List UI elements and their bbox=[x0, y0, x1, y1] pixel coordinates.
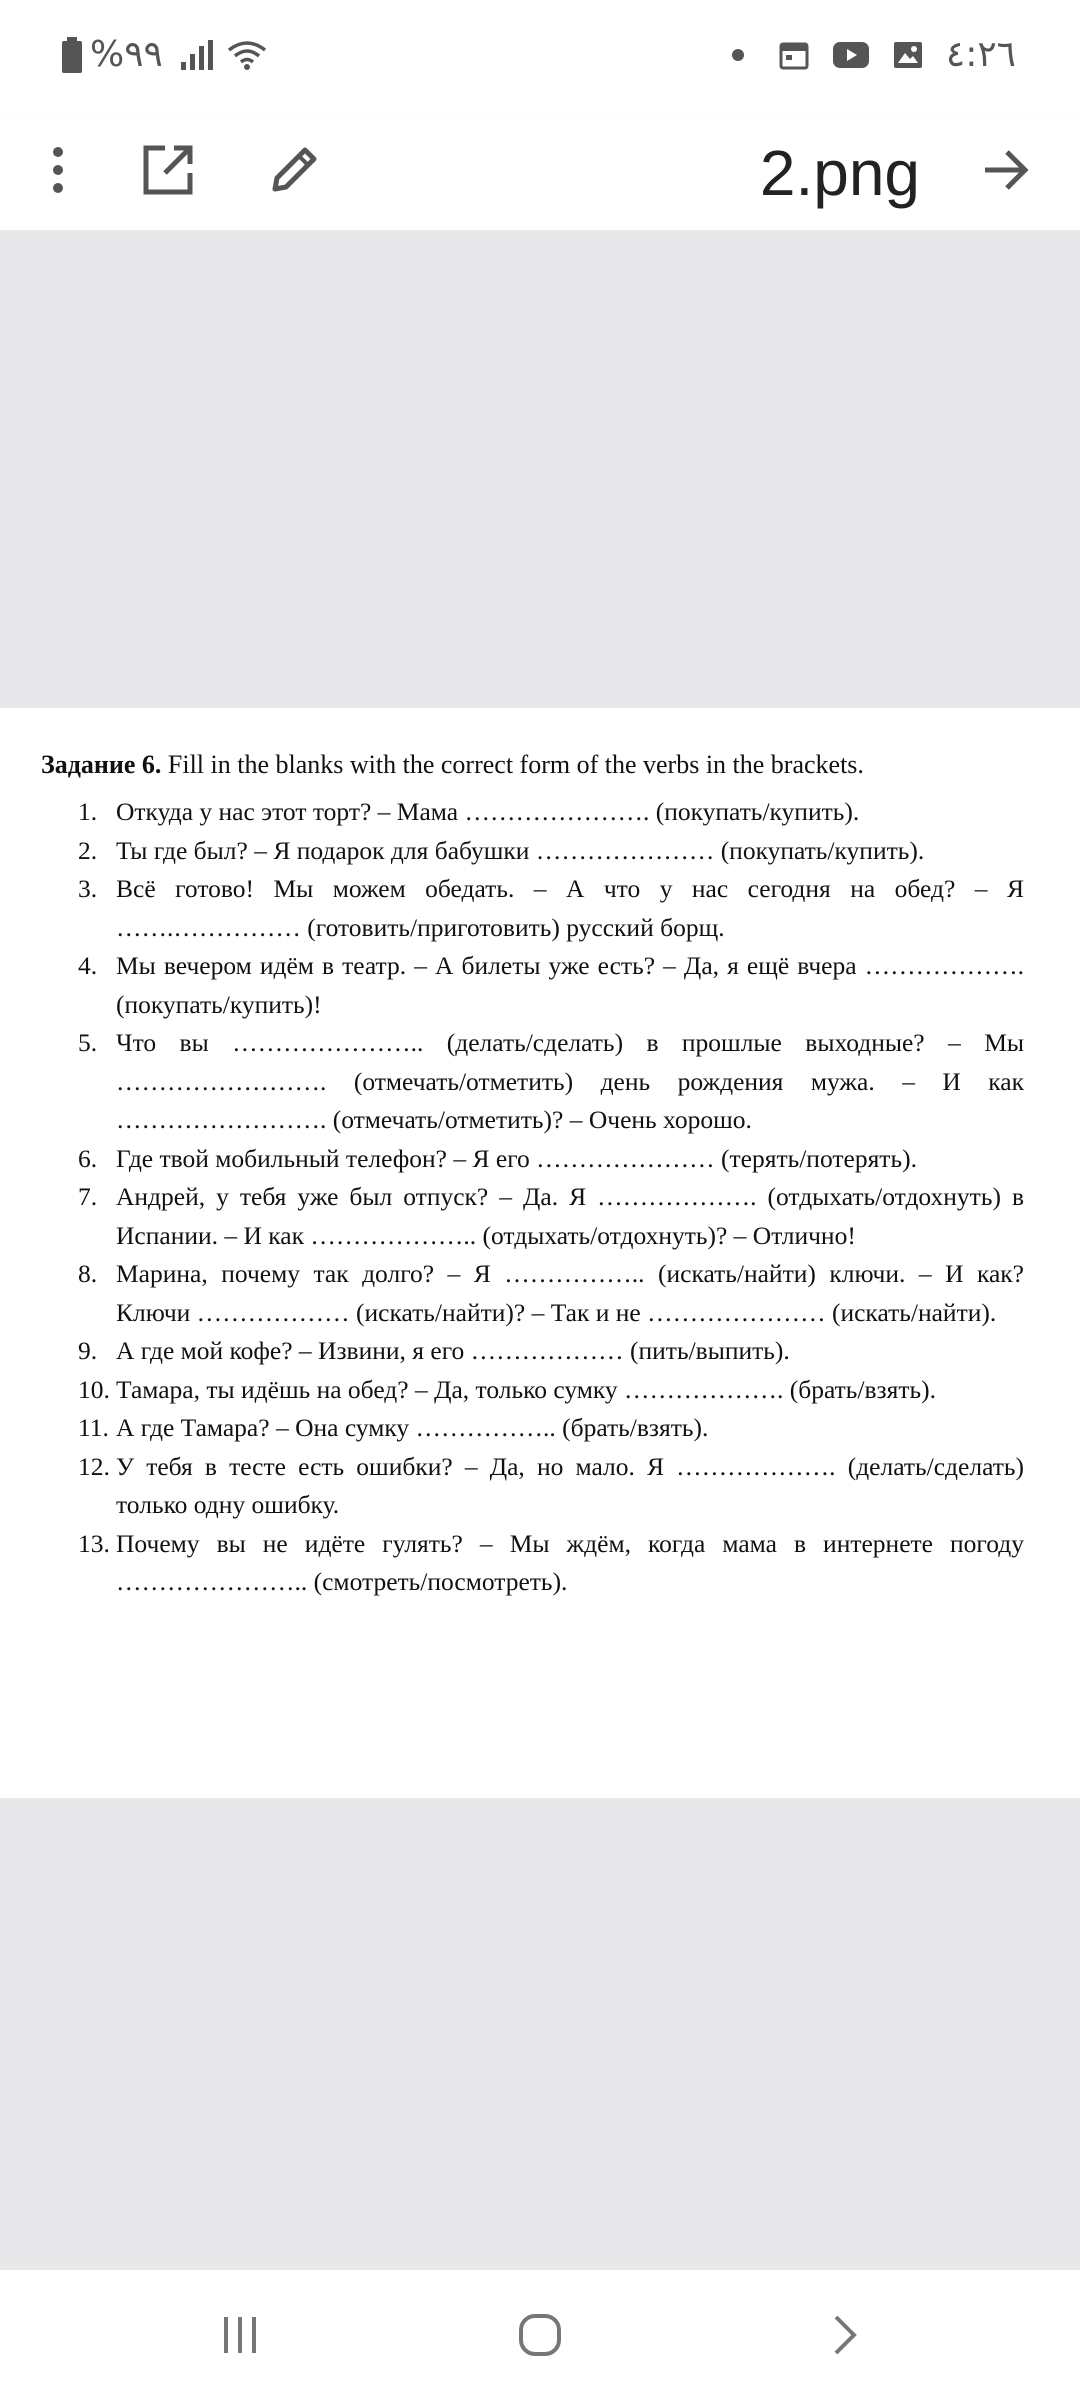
more-vert-icon[interactable] bbox=[18, 130, 98, 210]
exercise-text: А где Тамара? – Она сумку …………….. (брать/взять). bbox=[116, 1413, 709, 1442]
clock: ٤:٢٦ bbox=[945, 34, 1016, 75]
exercise-text: Где твой мобильный телефон? – Я его ………………… (терять/потерять). bbox=[116, 1143, 917, 1173]
file-title: 2.png bbox=[759, 137, 920, 209]
exercise-list bbox=[78, 793, 1024, 1602]
exercise-number: 6. bbox=[78, 1143, 98, 1173]
signal-icon bbox=[181, 40, 213, 70]
exercise-number: 13. bbox=[78, 1528, 110, 1558]
exercise-item bbox=[78, 947, 1024, 1024]
exercise-text: Откуда у нас этот торт? – Мама …………………. (покупать/купить). bbox=[116, 797, 860, 826]
task-heading-text: Fill in the blanks with the correct form of the verbs in the brackets. bbox=[161, 750, 864, 779]
app-bar bbox=[0, 116, 1080, 230]
exercise-item bbox=[78, 1178, 1024, 1255]
document-page bbox=[0, 708, 1080, 1798]
navigation-bar bbox=[0, 2270, 1080, 2400]
gallery-icon bbox=[892, 39, 924, 71]
exercise-number: 11. bbox=[78, 1413, 109, 1442]
exercise-item bbox=[78, 793, 1024, 832]
exercise-text: А где мой кофе? – Извини, я его ……………… (пить/выпить). bbox=[116, 1336, 790, 1365]
exercise-item bbox=[78, 832, 1024, 871]
youtube-icon bbox=[832, 40, 870, 70]
exercise-text: Тамара, ты идёшь на обед? – Да, только сумку ………………. (брать/взять). bbox=[116, 1374, 936, 1404]
exercise-text: Андрей, у тебя уже был отпуск? – Да. Я ………………. (отдыхать/отдохнуть) в Испании. – И как ……………….. (отдыхать/отдохнуть)? – Отлично! bbox=[116, 1182, 1024, 1250]
exercise-number: 5. bbox=[78, 1028, 98, 1057]
exercise-item bbox=[78, 1024, 1024, 1140]
exercise-item bbox=[78, 1448, 1024, 1525]
exercise-number: 3. bbox=[78, 874, 98, 903]
exercise-text: Почему вы не идёте гулять? – Мы ждём, когда мама в интернете погоду ………………….. (смотреть/посмотреть). bbox=[116, 1528, 1024, 1596]
exercise-item bbox=[78, 1525, 1024, 1602]
exercise-text: Всё готово! Мы можем обедать. – А что у нас сегодня на обед? – Я …….…………… (готовить/приготовить) русский борщ. bbox=[116, 874, 1024, 942]
exercise-item bbox=[78, 1140, 1024, 1179]
edit-icon[interactable] bbox=[254, 130, 334, 210]
wifi-icon bbox=[227, 39, 267, 71]
exercise-item bbox=[78, 1371, 1024, 1410]
exercise-number: 1. bbox=[78, 797, 98, 826]
battery-icon bbox=[62, 37, 82, 73]
task-heading bbox=[41, 750, 864, 780]
battery-percent: %٩٩ bbox=[90, 34, 163, 75]
task-heading-bold: Задание 6. bbox=[41, 750, 162, 779]
status-left bbox=[62, 34, 267, 75]
exercise-number: 8. bbox=[78, 1259, 98, 1288]
exercise-text: Мы вечером идём в театр. – А билеты уже есть? – Да, я ещё вчера ………………. (покупать/купить)! bbox=[116, 951, 1024, 1019]
exercise-item bbox=[78, 1409, 1024, 1448]
exercise-text: У тебя в тесте есть ошибки? – Да, но мало. Я ………………. (делать/сделать) только одну ошибку. bbox=[116, 1451, 1024, 1519]
exercise-number: 7. bbox=[78, 1182, 98, 1211]
open-external-icon[interactable] bbox=[128, 130, 208, 210]
exercise-number: 10. bbox=[78, 1374, 110, 1404]
exercise-item bbox=[78, 1332, 1024, 1371]
exercise-text: Что вы ………………….. (делать/сделать) в прошлые выходные? – Мы ……………………. (отмечать/отметить) день рождения мужа. – И как ……………………. (отмечать/отметить)? – Очень хорошо. bbox=[116, 1028, 1024, 1134]
exercise-number: 12. bbox=[78, 1451, 110, 1481]
exercise-item bbox=[78, 870, 1024, 947]
exercise-text: Ты где был? – Я подарок для бабушки ………………… (покупать/купить). bbox=[116, 835, 925, 865]
calendar-icon bbox=[778, 39, 810, 71]
exercise-number: 9. bbox=[78, 1336, 98, 1365]
home-icon[interactable] bbox=[500, 2300, 580, 2370]
recent-apps-icon[interactable] bbox=[200, 2300, 280, 2370]
notification-dot bbox=[732, 49, 744, 61]
exercise-number: 4. bbox=[78, 951, 98, 980]
back-icon[interactable] bbox=[805, 2300, 885, 2370]
exercise-text: Марина, почему так долго? – Я …………….. (искать/найти) ключи. – И как? Ключи ……………… (искать/найти)? – Так и не ………………… (искать/найти). bbox=[116, 1259, 1024, 1327]
forward-arrow-icon[interactable] bbox=[966, 130, 1046, 210]
exercise-number: 2. bbox=[78, 835, 98, 865]
exercise-item bbox=[78, 1255, 1024, 1332]
status-right bbox=[732, 34, 1016, 75]
status-bar bbox=[0, 0, 1080, 116]
